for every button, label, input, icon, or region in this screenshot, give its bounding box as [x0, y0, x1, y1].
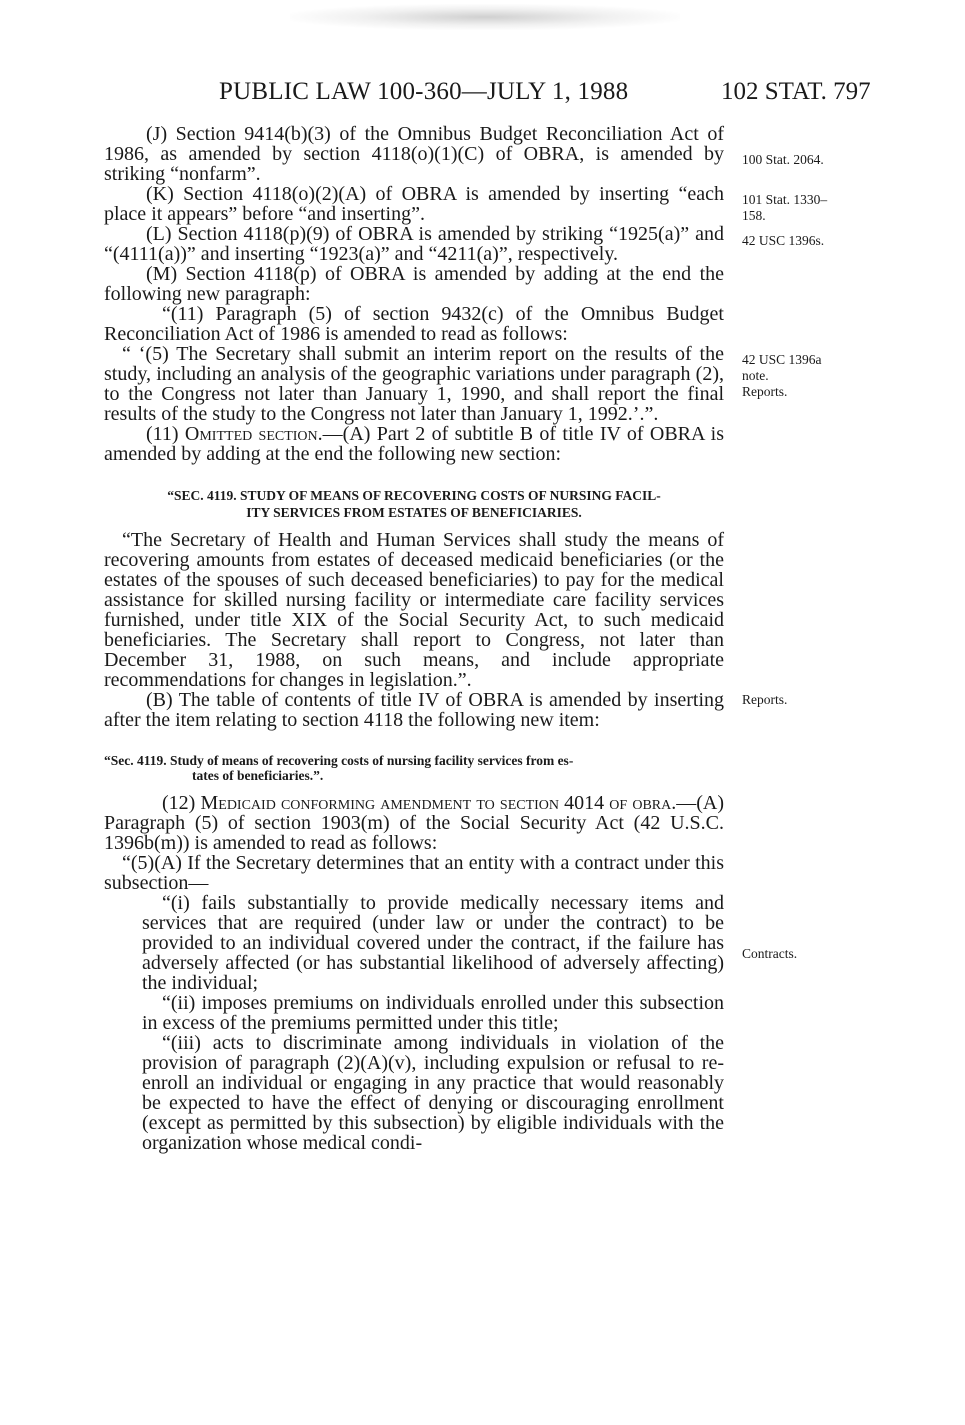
margin-note-100-stat: 100 Stat. 2064. [742, 152, 824, 167]
paragraph-l: (L) Section 4118(p)(9) of OBRA is amended by striking “1925(a)” and “(4111(a))” and inserting “1923(a)” and “4211(a)”, respectively. [104, 223, 724, 265]
section-4119-text: “The Secretary of Health and Human Services shall study the means of recovering amounts from estates of deceased medicaid beneficiaries (or the estates of the spouses of such deceased beneficiaries) to pay for the medical assistance for skilled nursing facility or intermediate care facility services furnished, under title XIX of the Social Security Act, to such medicaid beneficiaries. The Secretary shall report to Congress, not later than December 31, 1988, on such means, and include appropriate recommendations for changes in legislation.”. [104, 529, 724, 691]
paragraph-m-11: “(11) Paragraph (5) of section 9432(c) of the Omnibus Budget Reconciliation Act of 1986 is amended to read as follows: [104, 303, 724, 345]
margin-note-note: note. [742, 368, 769, 383]
margin-note-42-usc-1396s: 42 USC 1396s. [742, 233, 825, 248]
running-head: PUBLIC LAW 100-360—JULY 1, 1988 [219, 78, 629, 105]
paragraph-m: (M) Section 4118(p) of OBRA is amended by adding at the end the following new paragraph: [104, 263, 724, 305]
paragraph-12-number: (12) [162, 792, 196, 814]
paragraph-j: (J) Section 9414(b)(3) of the Omnibus Budget Reconciliation Act of 1986, as amended by section 4118(o)(1)(C) of OBRA, is amended by striking “nonfarm”. [104, 123, 724, 185]
page-reference: 102 STAT. 797 [721, 78, 871, 105]
section-4119-heading-line-1: “SEC. 4119. STUDY OF MEANS OF RECOVERING COSTS OF NURSING FACIL- [167, 488, 661, 503]
paragraph-m-11-5: “ ‘(5) The Secretary shall submit an interim report on the results of the study, including an analysis of the geographic variations under paragraph (2), to the Congress not later than January 1, 1990, and shall report the final results of the study to the Congress not later than January 1, 1992.’.”. [104, 343, 724, 425]
paragraph-12-text: —(A) Paragraph (5) of section 1903(m) of the Social Security Act (42 U.S.C. 1396b(m)) is amended to read as follows: [104, 792, 725, 854]
toc-item-line-2: tates of beneficiaries.”. [192, 768, 324, 783]
paragraph-b: (B) The table of contents of title IV of OBRA is amended by inserting after the item relating to section 4118 the following new item: [104, 689, 724, 731]
margin-note-reports: Reports. [742, 384, 788, 399]
paragraph-11-heading: Omitted section. [184, 423, 323, 445]
margin-note-42-usc-1396a: 42 USC 1396a [742, 352, 822, 367]
paragraph-11-text: —(A) Part 2 of subtitle B of title IV of OBRA is amended by adding at the end the following new section: [104, 423, 724, 465]
scan-artifact [290, 4, 680, 30]
clause-i: “(i) fails substantially to provide medically necessary items and services that are required (under law or under the contract) to be provided to an individual covered under the contract, if the failure has adversely affected (or has substantial likelihood of adversely affecting) the individual; [142, 892, 724, 994]
page-header [0, 78, 965, 114]
paragraph-k: (K) Section 4118(o)(2)(A) of OBRA is amended by inserting “each place it appears” before “and inserting”. [104, 183, 724, 225]
paragraph-5-a: “(5)(A) If the Secretary determines that an entity with a contract under this subsection— [104, 852, 724, 894]
paragraph-12 [104, 793, 724, 853]
paragraph-12-heading: Medicaid conforming amendment to section 4014 of obra. [200, 792, 677, 814]
paragraph-11 [104, 424, 724, 464]
clause-ii: “(ii) imposes premiums on individuals enrolled under this subsection in excess of the premiums permitted under this title; [142, 992, 724, 1034]
statute-text [104, 124, 724, 1153]
margin-note-reports-2: Reports. [742, 692, 788, 707]
margin-note-contracts: Contracts. [742, 946, 798, 961]
paragraph-11-number: (11) [146, 423, 179, 445]
section-4119-heading-line-2: ITY SERVICES FROM ESTATES OF BENEFICIARIES. [246, 505, 582, 520]
toc-item [104, 753, 724, 783]
margin-note-101-stat-page: 158. [742, 208, 766, 223]
margin-note-101-stat: 101 Stat. 1330– [742, 192, 828, 207]
clause-iii: “(iii) acts to discriminate among individuals in violation of the provision of paragraph (2)(A)(v), including expulsion or refusal to re-enroll an individual or engaging in any practice that would reasonably be expected to have the effect of denying or discouraging enrollment (except as permitted by this subsection) by eligible individuals with the organization whose medical condi- [142, 1032, 724, 1154]
toc-item-line-1: “Sec. 4119. Study of means of recovering costs of nursing facility services from es- [104, 753, 574, 768]
